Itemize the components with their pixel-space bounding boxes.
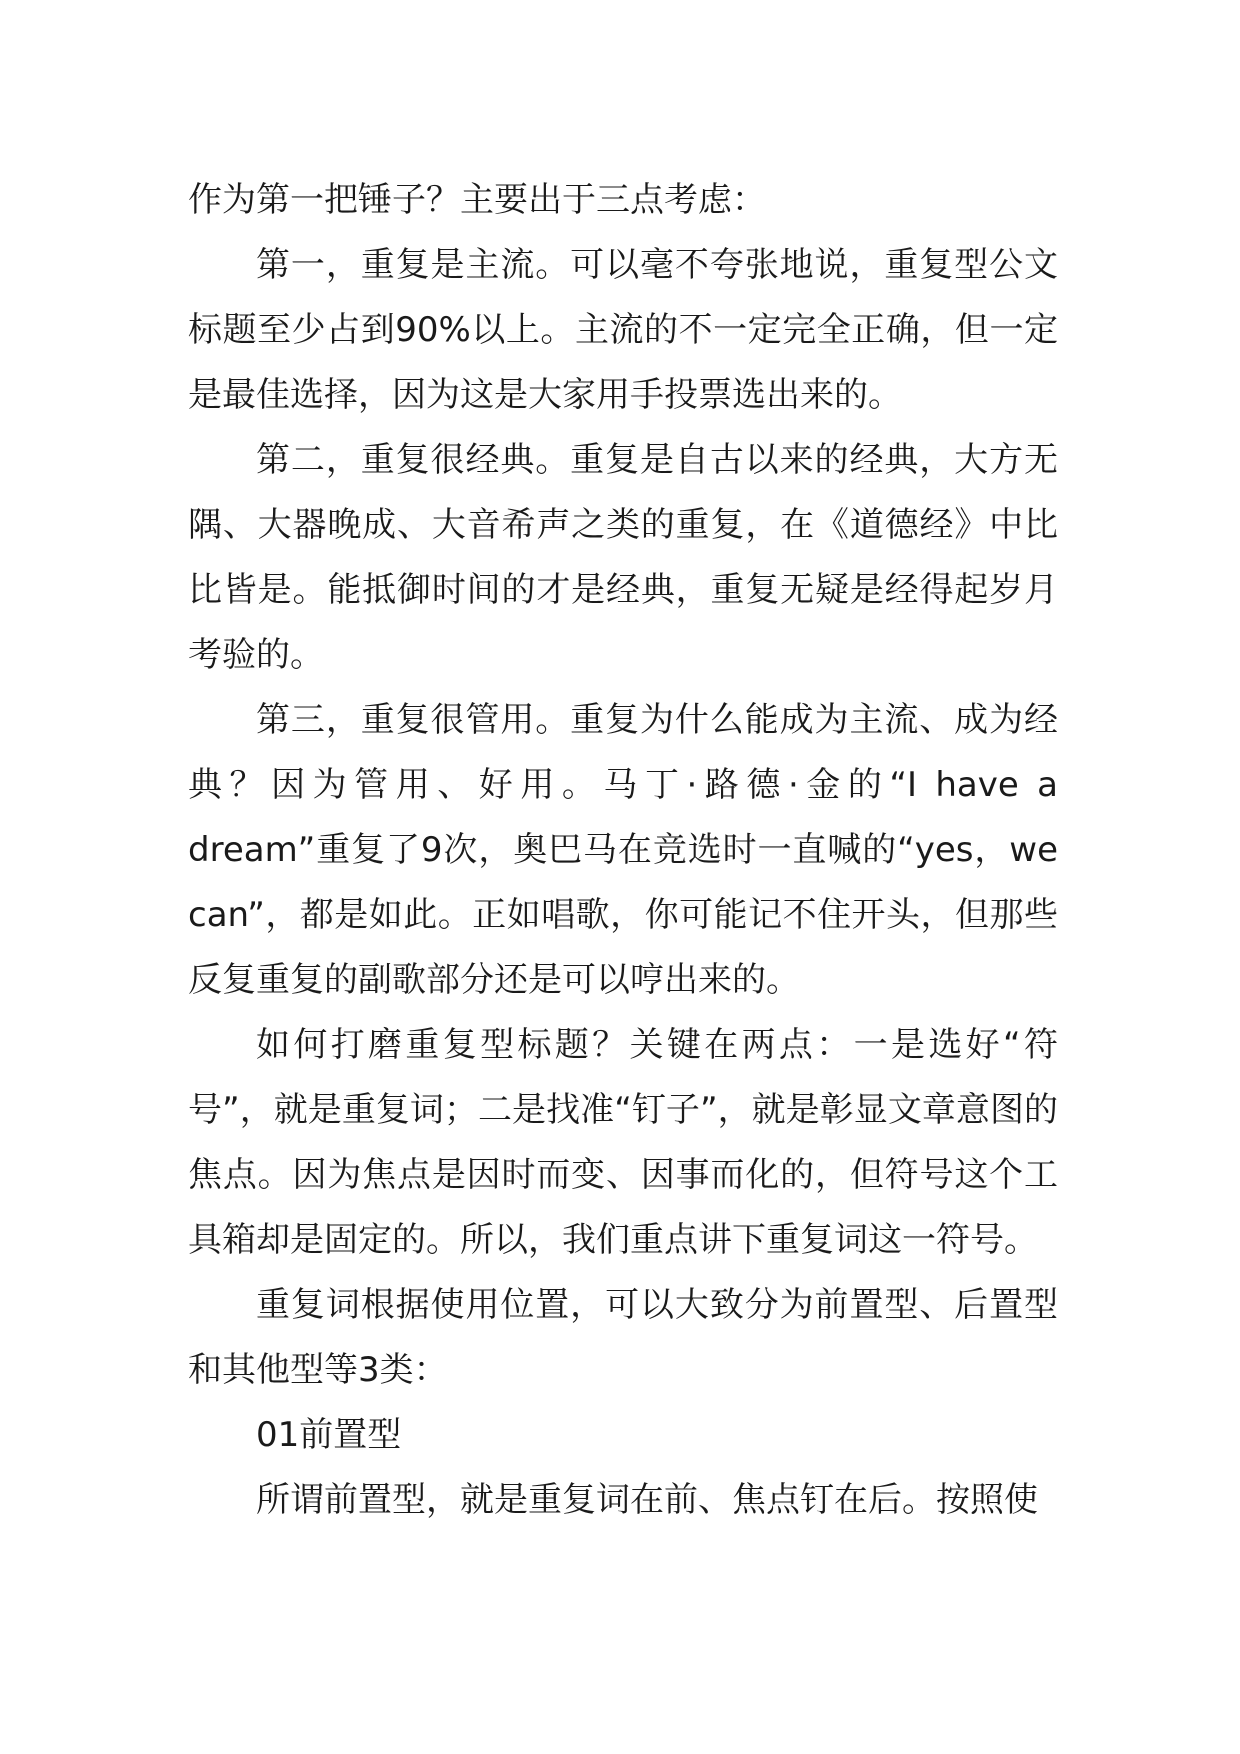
paragraph-how-to-polish: 如何打磨重复型标题？关键在两点：一是选好“符号”，就是重复词；二是找准“钉子”，就是彰显文章意图的焦点。因为焦点是因时而变、因事而化的，但符号这个工具箱却是固定的。所以，我们重点讲下重复词这一符号。 xyxy=(188,1025,1058,1260)
section-heading-prefix-type: 01前置型 xyxy=(256,1415,402,1455)
paragraph-prefix-definition: 所谓前置型，就是重复词在前、焦点钉在后。按照使 xyxy=(256,1480,1038,1520)
paragraph-continuation: 作为第一把锤子？主要出于三点考虑： xyxy=(188,180,766,220)
paragraph-point-three: 第三，重复很管用。重复为什么能成为主流、成为经典？因为管用、好用。马丁·路德·金的“I have a dream”重复了9次，奥巴马在竞选时一直喊的“yes，we can”，都是如此。正如唱歌，你可能记不住开头，但那些反复重复的副歌部分还是可以哼出来的。 xyxy=(188,700,1058,1000)
paragraph-categories: 重复词根据使用位置，可以大致分为前置型、后置型和其他型等3类： xyxy=(188,1285,1058,1390)
paragraph-point-one: 第一，重复是主流。可以毫不夸张地说，重复型公文标题至少占到90%以上。主流的不一定完全正确，但一定是最佳选择，因为这是大家用手投票选出来的。 xyxy=(188,245,1058,415)
body-text xyxy=(188,168,1058,1533)
paragraph-point-two: 第二，重复很经典。重复是自古以来的经典，大方无隅、大器晚成、大音希声之类的重复，在《道德经》中比比皆是。能抵御时间的才是经典，重复无疑是经得起岁月考验的。 xyxy=(188,440,1058,675)
